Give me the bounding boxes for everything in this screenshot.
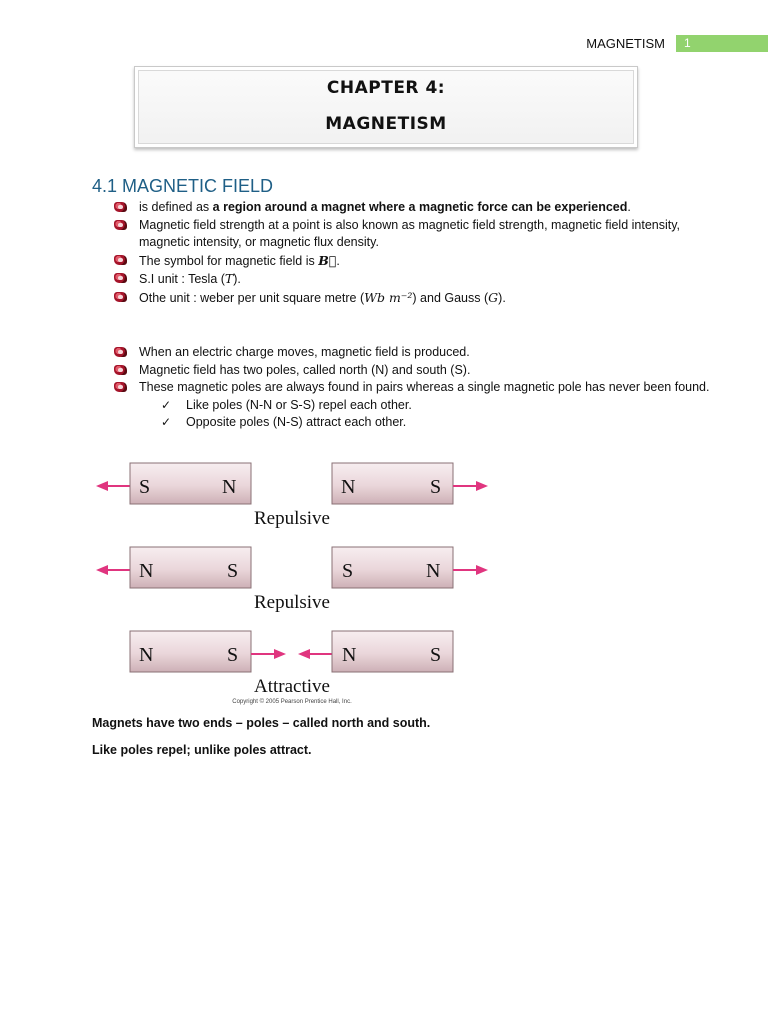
figure-copyright: Copyright © 2005 Pearson Prentice Hall, Inc. [232, 699, 352, 705]
pole-label: N [139, 644, 154, 666]
arrowhead-icon [96, 481, 108, 491]
symbol-b: B⃗ [318, 252, 337, 268]
definition-list [114, 199, 714, 308]
symbol-g: G [488, 289, 499, 305]
check-mark-icon: ✓ [161, 397, 172, 412]
list-item: Othe unit : weber per unit square metre (Wb m⁻²) and Gauss (G). [114, 289, 714, 308]
check-item: ✓ Like poles (N-N or S-S) repel each other. [161, 397, 714, 415]
rose-bullet-icon [114, 255, 127, 265]
rose-bullet-icon [114, 382, 127, 392]
check-list [139, 397, 714, 432]
page-header [0, 35, 768, 53]
pole-label: S [342, 560, 354, 582]
list-item: Magnetic field strength at a point is also known as magnetic field strength, magnetic field intensity, magnetic intensity, or magnetic flux density. [114, 217, 714, 252]
pole-label: S [430, 644, 442, 666]
header-title: MAGNETISM [586, 36, 665, 51]
summary-note-1: Magnets have two ends – poles – called north and south. [92, 716, 431, 730]
pole-label: S [227, 644, 239, 666]
check-item: ✓ Opposite poles (N-S) attract each other. [161, 414, 714, 432]
pole-label: N [139, 560, 154, 582]
list-item: S.I unit : Tesla (T). [114, 270, 714, 289]
pole-label: S [430, 476, 442, 498]
check-mark-icon: ✓ [161, 415, 172, 430]
pole-label: S [139, 476, 151, 498]
attractive-row [130, 631, 453, 705]
magnet-poles-figure [92, 458, 492, 708]
list-item: When an electric charge moves, magnetic field is produced. [114, 344, 714, 362]
arrowhead-icon [476, 481, 488, 491]
list-item: Magnetic field has two poles, called north (N) and south (S). [114, 362, 714, 380]
chapter-number: CHAPTER 4: [326, 78, 446, 98]
repulsive-row-1 [96, 463, 488, 529]
rose-bullet-icon [114, 347, 127, 357]
list-item: is defined as a region around a magnet where a magnetic force can be experienced. [114, 199, 714, 217]
symbol-wb: Wb m⁻² [364, 289, 413, 305]
symbol-t: T [224, 271, 234, 287]
page-number-tab: 1 [676, 35, 768, 52]
list-item: These magnetic poles are always found in pairs whereas a single magnetic pole has never been found. ✓ Like poles (N-N or S-S) repel each other. ✓ Opposite poles (N-S) attract each other. [114, 379, 714, 432]
repulsive-row-2 [96, 547, 488, 613]
rose-bullet-icon [114, 292, 127, 302]
chapter-name: MAGNETISM [325, 114, 447, 134]
list-item: The symbol for magnetic field is B⃗. [114, 252, 714, 271]
pole-label: N [222, 476, 237, 498]
poles-list [114, 344, 714, 432]
rose-bullet-icon [114, 220, 127, 230]
arrowhead-icon [298, 649, 310, 659]
arrowhead-icon [96, 565, 108, 575]
pole-label: N [426, 560, 441, 582]
chapter-title-box [134, 66, 638, 148]
rose-bullet-icon [114, 273, 127, 283]
arrowhead-icon [476, 565, 488, 575]
section-title: 4.1 MAGNETIC FIELD [92, 176, 274, 196]
pole-label: N [342, 644, 357, 666]
rose-bullet-icon [114, 202, 127, 212]
arrowhead-icon [274, 649, 286, 659]
figure-caption: Attractive [254, 676, 330, 697]
pole-label: S [227, 560, 239, 582]
figure-caption: Repulsive [254, 508, 330, 529]
rose-bullet-icon [114, 365, 127, 375]
summary-note-2: Like poles repel; unlike poles attract. [92, 743, 312, 757]
figure-caption: Repulsive [254, 592, 330, 613]
pole-label: N [341, 476, 356, 498]
